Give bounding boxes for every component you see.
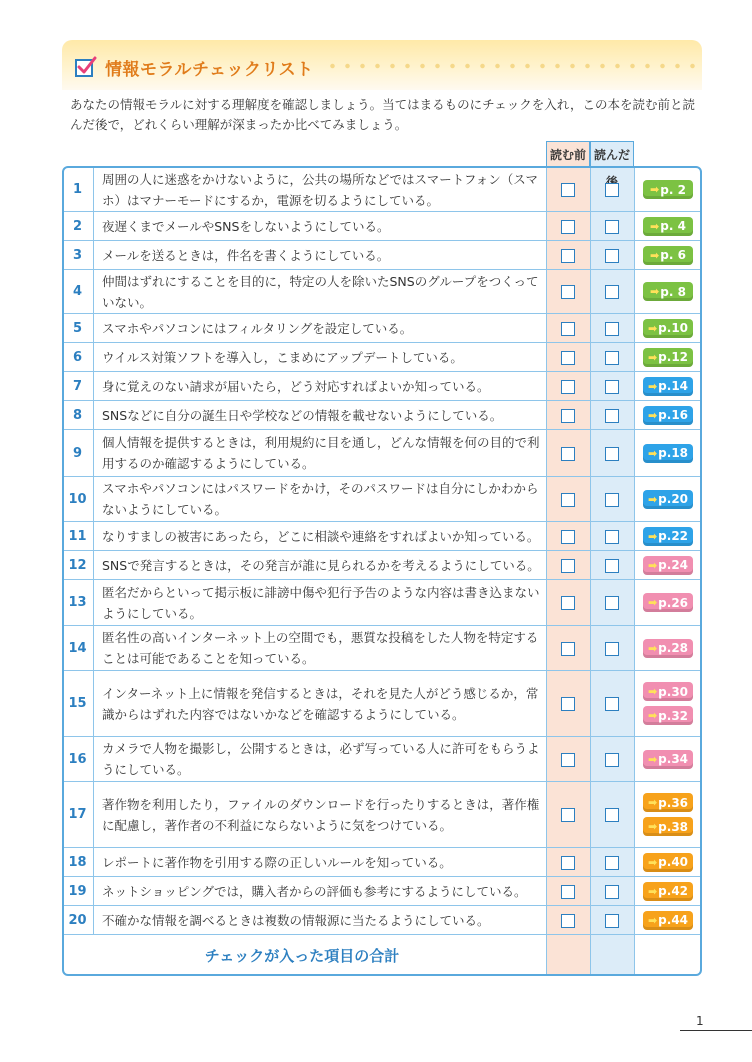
item-text: メールを送るときは，件名を書くようにしている。 [102, 247, 390, 263]
arrow-icon: ➡ [647, 350, 658, 364]
item-text: ウイルス対策ソフトを導入し，こまめにアップデートしている。 [102, 349, 463, 365]
page-reference-label: p.14 [658, 379, 689, 393]
page-reference-label: p.44 [658, 913, 689, 927]
item-text: レポートに著作物を引用する際の正しいルールを知っている。 [102, 854, 452, 870]
page-number-rule [680, 1030, 752, 1031]
item-number: 14 [62, 626, 94, 670]
column-header-before: 読む前 [546, 141, 590, 168]
arrow-icon: ➡ [647, 855, 658, 869]
item-text: インターネット上に情報を発信するときは，それを見た人がどう感じるか，常識からはずれた内容ではないかなどを確認するようにしている。 [102, 685, 539, 722]
page-reference-label: p.42 [658, 884, 689, 898]
page-title: 情報モラルチェックリスト [105, 60, 314, 80]
item-text: スマホやパソコンにはパスワードをかけ，そのパスワードは自分にしかわからないようにしている。 [102, 481, 539, 517]
page-reference-label: p.12 [658, 350, 689, 364]
item-number: 11 [62, 522, 94, 550]
arrow-icon: ➡ [647, 529, 658, 543]
arrow-icon: ➡ [650, 248, 660, 262]
item-number: 8 [62, 401, 94, 429]
arrow-icon: ➡ [647, 820, 658, 833]
item-text: 匿名だからといって掲示板に誹謗中傷や犯行予告のような内容は書き込まないようにしている。 [102, 584, 540, 621]
item-number: 13 [62, 580, 94, 625]
page-reference-label: p.10 [658, 321, 689, 335]
item-number: 9 [62, 430, 94, 476]
table-frame [62, 166, 702, 976]
item-text: 身に覚えのない請求が届いたら，どう対応すればよいか知っている。 [102, 378, 490, 394]
intro-text: あなたの情報モラルに対する理解度を確認しましょう。当てはまるものにチェックを入れ，この本を読む前と読んだ後で，どれくらい理解が深まったか比べてみましょう。 [70, 97, 696, 132]
item-number: 1 [62, 168, 94, 211]
item-text: SNSなどに自分の誕生日や学校などの情報を載せないようにしている。 [102, 407, 503, 423]
header-dots [325, 62, 695, 70]
arrow-icon: ➡ [647, 796, 658, 809]
item-text: ネットショッピングでは，購入者からの評価も参考にするようにしている。 [102, 883, 527, 899]
arrow-icon: ➡ [647, 446, 658, 460]
arrow-icon: ➡ [647, 321, 658, 335]
item-number: 15 [62, 671, 94, 736]
arrow-icon: ➡ [647, 558, 658, 572]
item-number: 2 [62, 212, 94, 240]
item-number: 7 [62, 372, 94, 400]
page-reference-label: p.26 [658, 595, 689, 610]
arrow-icon: ➡ [650, 285, 660, 298]
item-number: 10 [62, 477, 94, 521]
item-number: 5 [62, 314, 94, 342]
page-reference-label: p.18 [658, 446, 689, 460]
arrow-icon: ➡ [647, 685, 658, 698]
page-reference-label: p. 2 [660, 182, 686, 197]
item-number: 19 [62, 877, 94, 905]
item-text: 仲間はずれにすることを目的に，特定の人を除いたSNSのグループをつくっていない。 [102, 273, 539, 310]
arrow-icon: ➡ [647, 641, 658, 655]
page-reference-label: p.30 [658, 684, 689, 699]
item-number: 6 [62, 343, 94, 371]
item-number: 16 [62, 737, 94, 781]
page-reference-label: p.28 [658, 641, 689, 655]
total-label: チェックが入った項目の合計 [204, 947, 400, 965]
item-text: 周囲の人に迷惑をかけないように，公共の場所などではスマートフォン（スマホ）はマナーモードにするか，電源を切るようにしている。 [102, 171, 539, 208]
item-text: 不確かな情報を調べるときは複数の情報源に当たるようにしている。 [102, 912, 490, 928]
arrow-icon: ➡ [647, 752, 658, 766]
item-text: 個人情報を提供するときは，利用規約に目を通し，どんな情報を何の目的で利用するのか確認するようにしている。 [102, 435, 540, 471]
column-header-after: 読んだ [590, 141, 634, 168]
arrow-icon: ➡ [647, 492, 658, 506]
arrow-icon: ➡ [647, 913, 658, 927]
arrow-icon: ➡ [647, 379, 658, 393]
item-text: 匿名性の高いインターネット上の空間でも，悪質な投稿をした人物を特定することは可能であることを知っている。 [102, 630, 539, 666]
item-number: 18 [62, 848, 94, 876]
arrow-icon: ➡ [650, 219, 660, 233]
page-reference-label: p.22 [658, 529, 689, 543]
item-text: 夜遅くまでメールやSNSをしないようにしている。 [102, 218, 390, 234]
item-number: 17 [62, 782, 94, 847]
item-text: スマホやパソコンにはフィルタリングを設定している。 [102, 320, 413, 336]
page-reference-label: p.40 [658, 855, 689, 869]
arrow-icon: ➡ [650, 183, 660, 196]
arrow-icon: ➡ [647, 596, 658, 609]
arrow-icon: ➡ [647, 884, 658, 898]
item-text: カメラで人物を撮影し，公開するときは，必ず写っている人に許可をもらうようにしている。 [102, 741, 540, 777]
arrow-icon: ➡ [647, 709, 658, 722]
page-reference-label: p.34 [658, 752, 689, 766]
page-reference-label: p.20 [658, 492, 689, 506]
item-number: 20 [62, 906, 94, 934]
arrow-icon: ➡ [647, 408, 658, 422]
page-number: 1 [696, 1014, 704, 1028]
item-text: SNSで発言するときは，その発言が誰に見られるかを考えるようにしている。 [102, 557, 540, 573]
item-text: 著作物を利用したり，ファイルのダウンロードを行ったりするときは，著作権に配慮し，著作者の不利益にならないように気をつけている。 [102, 796, 540, 833]
page-reference-label: p. 4 [660, 219, 686, 233]
page-reference-label: p.38 [658, 819, 689, 834]
checkbox-checked-icon [74, 55, 98, 79]
page-reference-label: p.36 [658, 795, 689, 810]
page-reference-label: p.32 [658, 708, 689, 723]
page-reference-label: p.16 [658, 408, 689, 422]
item-text: なりすましの被害にあったら，どこに相談や連絡をすればよいか知っている。 [102, 528, 540, 544]
item-number: 4 [62, 270, 94, 313]
item-number: 12 [62, 551, 94, 579]
page-reference-label: p. 6 [660, 248, 686, 262]
item-number: 3 [62, 241, 94, 269]
page-reference-label: p.24 [658, 558, 689, 572]
page-reference-label: p. 8 [660, 284, 686, 299]
